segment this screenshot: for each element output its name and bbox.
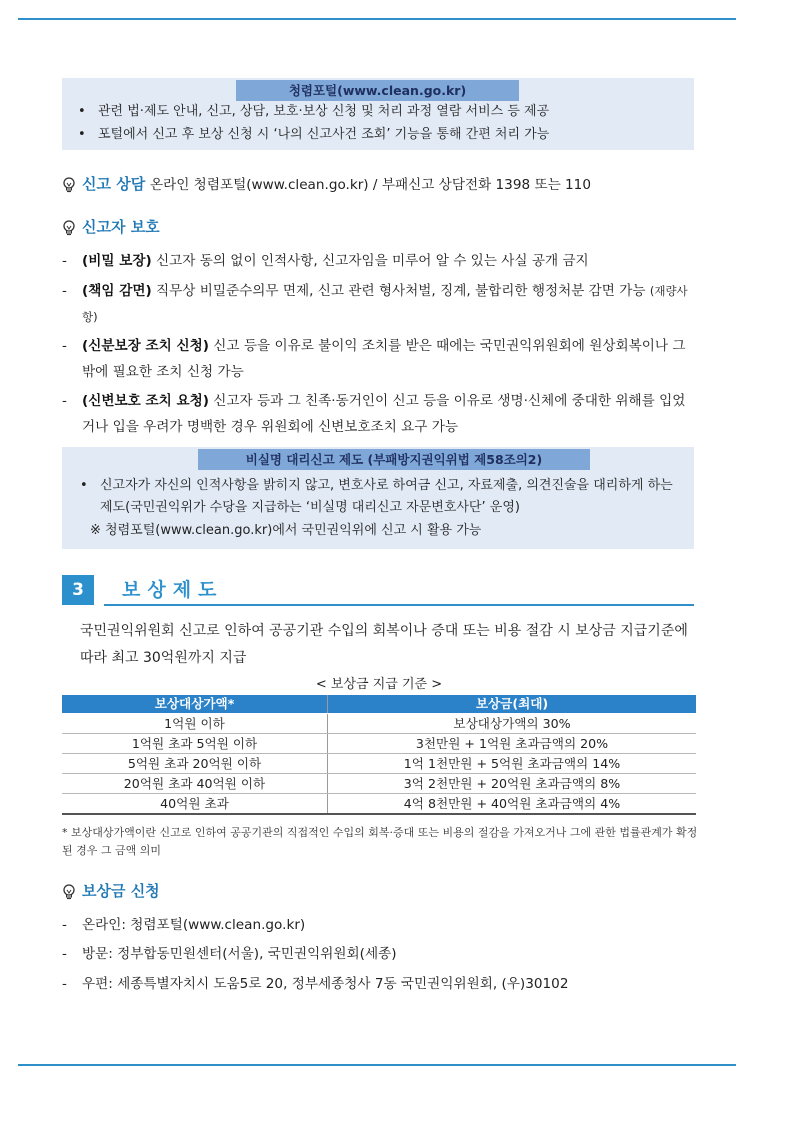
dash-mark: - xyxy=(62,393,67,409)
reward-table-caption: < 보상금 지급 기준 > xyxy=(315,677,443,692)
dash-mark: - xyxy=(62,946,67,962)
lightbulb-icon xyxy=(62,220,82,236)
table-row xyxy=(62,754,696,774)
anonymous-bullet-text: 신고자가 자신의 인적사항을 밝히지 않고, 변호사로 하여금 신고, 자료제출, 의견진술을 대리하게 하는 제도(국민권익위가 수당을 지급하는 ‘비실명 대리신고 자문변호사단’ 운영) xyxy=(100,478,673,515)
table-cell: 5억원 초과 20억원 이하 xyxy=(62,754,328,774)
protection-item-body xyxy=(82,388,696,440)
protection-term: (신변보호 조치 요청) xyxy=(82,393,209,409)
lightbulb-icon xyxy=(62,884,82,900)
top-rule xyxy=(18,18,736,20)
anonymous-report-box xyxy=(62,447,694,549)
reward-intro: 국민권익위원회 신고로 인하여 공공기관 수입의 회복이나 증대 또는 비용 절감 시 보상금 지급기준에 따라 최고 30억원까지 지급 xyxy=(80,623,688,666)
section-underline xyxy=(104,604,694,606)
table-cell: 1억원 이하 xyxy=(62,714,328,734)
reward-footnote: * 보상대상가액이란 신고로 인하여 공공기관의 직접적인 수입의 회복·증대 또는 비용의 절감을 가져오거나 그에 관한 법률관계가 확정된 경우 그 금액 의미 xyxy=(62,826,698,857)
application-heading xyxy=(62,879,160,903)
portal-bullet-1 xyxy=(78,101,549,123)
bullet-dot: • xyxy=(80,478,88,493)
consult-text: 온라인 청렴포털(www.clean.go.kr) / 부패신고 상담전화 1398 또는 110 xyxy=(149,177,591,193)
protection-term: (비밀 보장) xyxy=(82,253,152,269)
reward-table xyxy=(62,695,696,815)
protection-text: 신고자 등과 그 친족·동거인이 신고 등을 이유로 생명·신체에 중대한 위해를 입었거나 입을 우려가 명백한 경우 위원회에 신변보호조치 요구 가능 xyxy=(82,393,686,435)
protection-item-body xyxy=(82,278,696,330)
table-cell: 40억원 초과 xyxy=(62,794,328,815)
protection-item-liability xyxy=(62,278,696,330)
table-cell: 3억 2천만원 + 20억원 초과금액의 8% xyxy=(328,774,697,794)
bottom-rule xyxy=(18,1064,736,1066)
consult-heading xyxy=(62,172,591,196)
lightbulb-icon xyxy=(62,177,82,193)
protection-term: (책임 감면) xyxy=(82,283,152,299)
portal-bullet-2 xyxy=(78,124,549,146)
portal-bullet-text: 관련 법·제도 안내, 신고, 상담, 보호·보상 신청 및 처리 과정 열람 서비스 등 제공 xyxy=(98,104,550,119)
dash-mark: - xyxy=(62,338,67,354)
anonymous-box-title: 비실명 대리신고 제도 (부패방지권익위법 제58조의2) xyxy=(198,449,590,470)
bullet-dot: • xyxy=(78,127,86,142)
portal-bullet-text: 포털에서 신고 후 보상 신청 시 ‘나의 신고사건 조회’ 기능을 통해 간편 처리 가능 xyxy=(98,127,550,142)
consult-label: 신고 상담 xyxy=(82,175,146,193)
table-row xyxy=(62,794,696,815)
protection-item-body xyxy=(82,248,696,274)
application-item-visit xyxy=(62,941,696,967)
table-row xyxy=(62,734,696,754)
table-cell: 1억원 초과 5억원 이하 xyxy=(62,734,328,754)
section-title: 보상제도 xyxy=(122,579,224,601)
table-cell: 보상대상가액의 30% xyxy=(328,714,697,734)
protection-text: 직무상 비밀준수의무 면제, 신고 관련 형사처벌, 징계, 불합리한 행정처분 감면 가능 xyxy=(151,283,650,299)
protection-heading xyxy=(62,215,160,239)
table-row xyxy=(62,774,696,794)
dash-mark: - xyxy=(62,253,67,269)
dash-mark: - xyxy=(62,976,67,992)
dash-mark: - xyxy=(62,283,67,299)
application-item-text: 우편: 세종특별자치시 도움5로 20, 정부세종청사 7동 국민권익위원회, (우)30102 xyxy=(82,976,569,992)
protection-text: 신고자 동의 없이 인적사항, 신고자임을 미루어 알 수 있는 사실 공개 금지 xyxy=(151,253,589,269)
application-item-online xyxy=(62,912,696,938)
dash-mark: - xyxy=(62,917,67,933)
application-item-text: 온라인: 청렴포털(www.clean.go.kr) xyxy=(82,917,306,933)
application-label: 보상금 신청 xyxy=(82,882,160,900)
table-header-row xyxy=(62,695,696,714)
protection-text: 신고 등을 이유로 불이익 조치를 받은 때에는 국민권익위원회에 원상회복이나 그밖에 필요한 조치 신청 가능 xyxy=(82,338,686,380)
protection-note: (재량사항) xyxy=(82,284,688,324)
application-item-mail xyxy=(62,971,696,997)
section-number: 3 xyxy=(62,575,94,605)
table-cell: 4억 8천만원 + 40억원 초과금액의 4% xyxy=(328,794,697,815)
protection-item-status xyxy=(62,333,696,385)
protection-label: 신고자 보호 xyxy=(82,218,160,236)
table-cell: 3천만원 + 1억원 초과금액의 20% xyxy=(328,734,697,754)
portal-box-title: 청렴포털(www.clean.go.kr) xyxy=(236,80,519,101)
application-item-text: 방문: 정부합동민원센터(서울), 국민권익위원회(세종) xyxy=(82,946,397,962)
protection-term: (신분보장 조치 신청) xyxy=(82,338,209,354)
table-header-cell: 보상금(최대) xyxy=(328,695,697,714)
table-cell: 1억 1천만원 + 5억원 초과금액의 14% xyxy=(328,754,697,774)
table-cell: 20억원 초과 40억원 이하 xyxy=(62,774,328,794)
anonymous-bullet xyxy=(80,475,686,519)
bullet-dot: • xyxy=(78,104,86,119)
table-row xyxy=(62,714,696,734)
protection-item-secrecy xyxy=(62,248,696,274)
portal-info-box xyxy=(62,78,694,150)
protection-item-safety xyxy=(62,388,696,440)
table-header-cell: 보상대상가액* xyxy=(62,695,328,714)
protection-item-body xyxy=(82,333,696,385)
anonymous-note: ※ 청렴포털(www.clean.go.kr)에서 국민권익위에 신고 시 활용 가능 xyxy=(90,523,482,538)
